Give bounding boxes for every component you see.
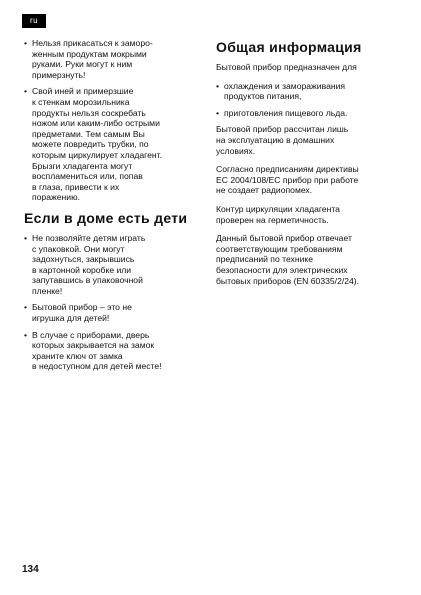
safety-standard-paragraph: Данный бытовой прибор отвечает соответствующим требованиям предписаний по технике безопасности для электрических бытовых приборов (EN 60335/2/24). [216, 233, 360, 286]
purpose-intro: Бытовой прибор предназначен для [216, 62, 357, 72]
language-tab: ru [22, 14, 46, 28]
children-bullet-list [24, 233, 204, 372]
list-item: • охлаждения и замораживания продуктов питания, [216, 81, 401, 102]
list-item: • приготовления пищевого льда. [216, 108, 401, 119]
list-item: • Бытовой прибор – это не игрушка для детей! [24, 302, 204, 323]
left-column [24, 38, 204, 378]
safety-bullet-list [24, 38, 204, 203]
directive-paragraph: Согласно предписаниям директивы EC 2004/108/EC прибор при работе не создает радиопомех. [216, 164, 359, 196]
purpose-bullet-list [216, 81, 401, 119]
list-item: • Нельзя прикасаться к заморо- женным продуктам мокрыми руками. Руки могут к ним примерзнуть! [24, 38, 204, 80]
household-use-paragraph: Бытовой прибор рассчитан лишь на эксплуатацию в домашних условиях. [216, 124, 349, 156]
list-item: • В случае с приборами, дверь которых закрывается на замок храните ключ от замка в недоступном для детей месте! [24, 330, 204, 372]
page-number: 134 [22, 564, 39, 575]
general-info-heading: Общая информация [216, 39, 362, 55]
list-item: • Не позволяйте детям играть с упаковкой. Они могут задохнуться, закрывшись в картонной коробке или запутавшись в упаковочной пленке! [24, 233, 204, 297]
list-item: • Свой иней и примерзшие к стенкам морозильника продукты нельзя соскребать ножом или каким-либо острыми предметами. Тем самым Вы можете повредить трубки, по которым циркулирует хладагент. Брызги хладагента могут воспламениться или, попав в глаза, привести к их поражению. [24, 86, 204, 203]
refrigerant-circuit-paragraph: Контур циркуляции хладагента проверен на герметичность. [216, 203, 340, 225]
children-heading: Если в доме есть дети [24, 209, 188, 226]
right-column [216, 38, 401, 294]
